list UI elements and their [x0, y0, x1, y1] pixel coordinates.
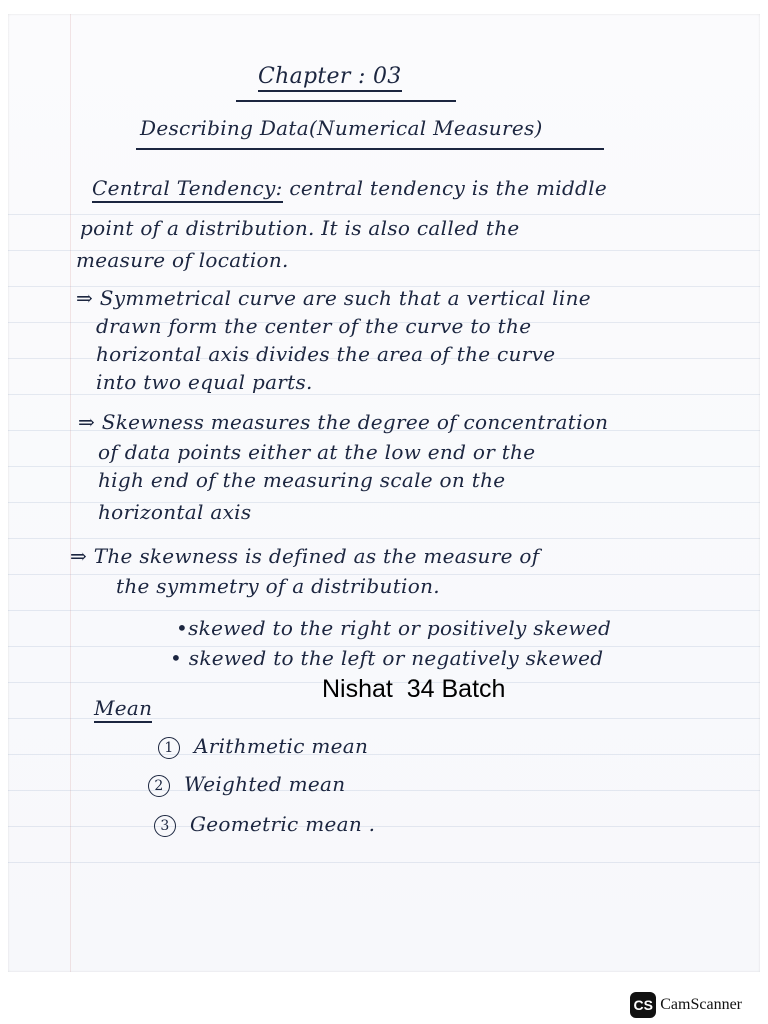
number-3-icon: 3 [154, 815, 176, 837]
camscanner-badge [630, 992, 742, 1018]
central-tendency-line-1 [92, 176, 607, 200]
skewness-line-2: of data points either at the low end or the [98, 440, 536, 464]
central-tendency-term: Central Tendency: [92, 176, 283, 203]
number-1-icon: 1 [158, 737, 180, 759]
ruled-line [8, 790, 760, 791]
ruled-line [8, 862, 760, 863]
symmetric-line-2: drawn form the center of the curve to the [96, 314, 532, 338]
camscanner-logo-icon: CS [630, 992, 656, 1018]
skew-bullet-left: • skewed to the left or negatively skewed [170, 646, 604, 670]
mean-item-2 [148, 772, 345, 797]
ruled-line [8, 538, 760, 539]
symmetric-line-3: horizontal axis divides the area of the curve [96, 342, 556, 366]
notebook-page [8, 14, 760, 972]
watermark-text: Nishat 34 Batch [322, 675, 506, 703]
central-tendency-line-3: measure of location. [76, 248, 289, 272]
skew-definition-line-1: ⇒ The skewness is defined as the measure of [70, 544, 540, 568]
symmetric-line-4: into two equal parts. [96, 370, 313, 394]
mean-item-1 [158, 734, 368, 759]
chapter-underline [236, 100, 456, 102]
mean-item-label: Arithmetic mean [194, 734, 369, 758]
ruled-line [8, 754, 760, 755]
margin-line [70, 14, 71, 972]
central-tendency-def: central tendency is the middle [289, 176, 607, 200]
skew-definition-line-2: the symmetry of a distribution. [116, 574, 440, 598]
central-tendency-line-2: point of a distribution. It is also called the [80, 216, 520, 240]
mean-heading [94, 696, 152, 720]
ruled-line [8, 394, 760, 395]
symmetric-line-1: ⇒ Symmetrical curve are such that a vertical line [76, 286, 591, 310]
ruled-line [8, 610, 760, 611]
number-2-icon: 2 [148, 775, 170, 797]
chapter-title [258, 64, 402, 89]
skewness-line-4: horizontal axis [98, 500, 252, 524]
skew-bullet-right: •skewed to the right or positively skewed [176, 616, 612, 640]
camscanner-name: CamScanner [660, 996, 742, 1013]
mean-item-3 [154, 812, 375, 837]
ruled-line [8, 466, 760, 467]
ruled-line [8, 214, 760, 215]
mean-item-label: Weighted mean [184, 772, 346, 796]
ruled-line [8, 826, 760, 827]
chapter-title-text: Chapter : 03 [258, 64, 402, 92]
chapter-subtitle: Describing Data(Numerical Measures) [140, 116, 543, 140]
mean-heading-text: Mean [94, 696, 152, 723]
subtitle-underline [136, 148, 604, 150]
mean-item-label: Geometric mean . [190, 812, 376, 836]
skewness-line-3: high end of the measuring scale on the [98, 468, 506, 492]
skewness-line-1: ⇒ Skewness measures the degree of concentration [78, 410, 609, 434]
